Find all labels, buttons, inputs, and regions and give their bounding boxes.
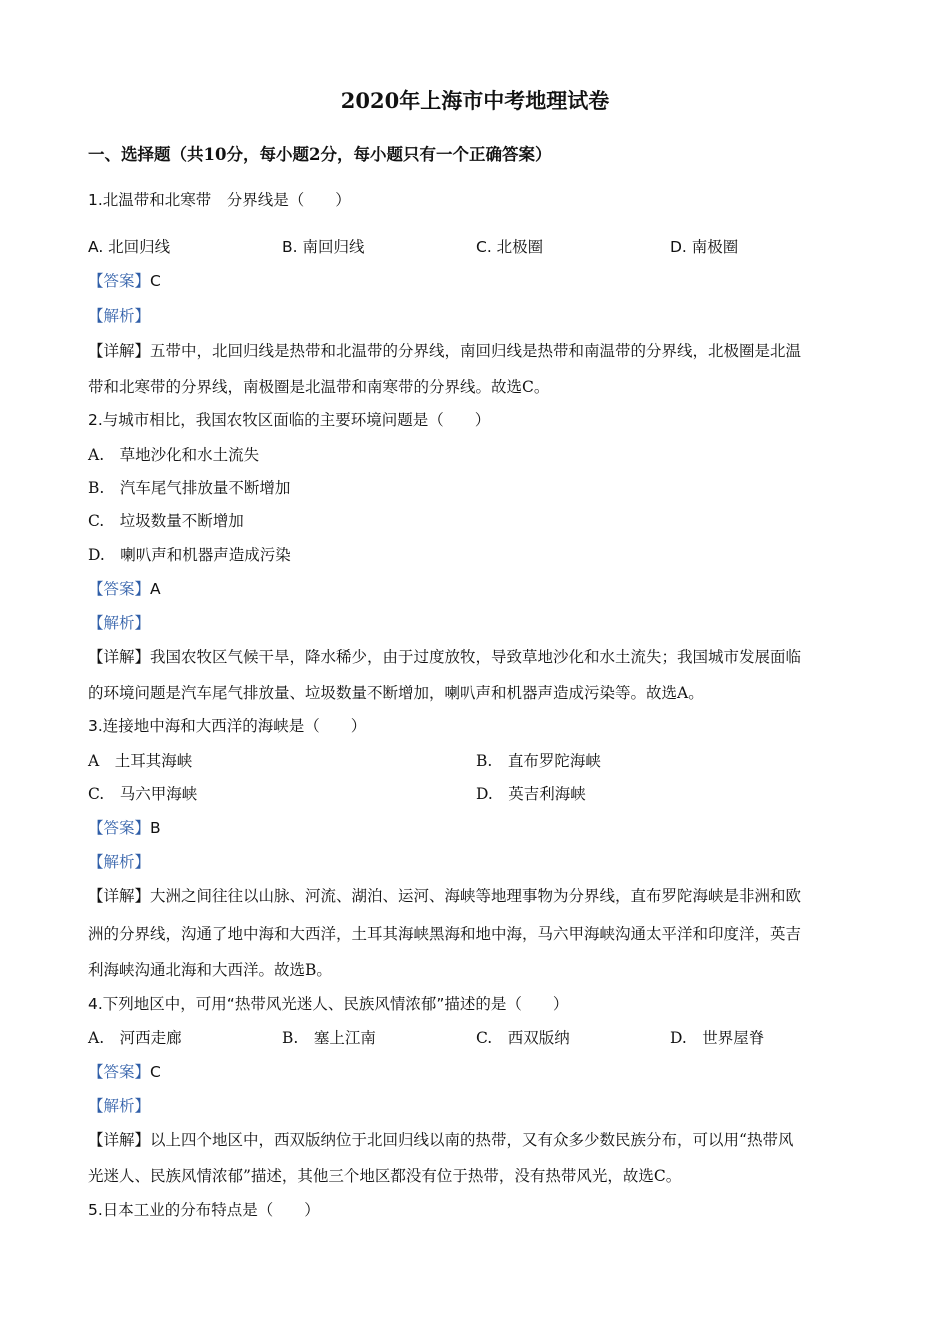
detail-label: 【详解】 — [88, 887, 151, 905]
question-3-detail-line-1 — [88, 885, 801, 907]
question-4-stem: 4.下列地区中，可用“热带风光迷人、民族风情浓郁”描述的是（ ） — [88, 995, 569, 1013]
question-4-answer — [88, 1061, 161, 1083]
question-2-answer — [88, 578, 161, 600]
detail-text: 大洲之间往往以山脉、河流、湖泊、运河、海峡等地理事物为分界线，直布罗陀海峡是非洲和欧 — [150, 887, 802, 905]
detail-label: 【详解】 — [88, 342, 151, 360]
answer-value: B — [150, 819, 161, 837]
question-3-option-c: C. 马六甲海峡 — [88, 785, 198, 803]
question-1-option-c: C. 北极圈 — [476, 238, 544, 256]
question-1-detail-line-2: 带和北寒带的分界线，南极圈是北温带和南寒带的分界线。故选C。 — [88, 378, 550, 396]
question-2-option-c: C. 垃圾数量不断增加 — [88, 512, 244, 530]
question-2-stem: 2.与城市相比，我国农牧区面临的主要环境问题是（ ） — [88, 411, 491, 429]
question-4-option-b: B. 塞上江南 — [282, 1029, 376, 1047]
question-2-option-a: A. 草地沙化和水土流失 — [88, 446, 260, 464]
detail-text: 五带中，北回归线是热带和北温带的分界线，南回归线是热带和南温带的分界线，北极圈是北温 — [150, 342, 802, 360]
question-3-option-d: D. 英吉利海峡 — [476, 785, 586, 803]
question-3-analysis-label: 【解析】 — [88, 853, 151, 871]
question-1-detail-line-1 — [88, 340, 801, 362]
question-3-detail-line-3: 利海峡沟通北海和大西洋。故选B。 — [88, 961, 332, 979]
question-3-detail-line-2: 洲的分界线，沟通了地中海和大西洋，土耳其海峡黑海和地中海，马六甲海峡沟通太平洋和印度洋，英吉 — [88, 925, 802, 943]
page-title: 2020年上海市中考地理试卷 — [340, 88, 610, 113]
question-4-detail-line-2: 光迷人、民族风情浓郁”描述，其他三个地区都没有位于热带，没有热带风光，故选C。 — [88, 1167, 682, 1185]
question-4-option-c: C. 西双版纳 — [476, 1029, 570, 1047]
question-3-answer — [88, 817, 161, 839]
question-2-option-b: B. 汽车尾气排放量不断增加 — [88, 479, 291, 497]
question-1-option-b: B. 南回归线 — [282, 238, 365, 256]
question-4-detail-line-1 — [88, 1129, 793, 1151]
detail-text: 我国农牧区气候干旱，降水稀少，由于过度放牧，导致草地沙化和水土流失；我国城市发展面临 — [150, 648, 802, 666]
answer-value: C — [150, 272, 161, 290]
question-1-analysis-label: 【解析】 — [88, 307, 151, 325]
answer-label: 【答案】 — [88, 819, 151, 837]
question-2-analysis-label: 【解析】 — [88, 614, 151, 632]
question-2-option-d: D. 喇叭声和机器声造成污染 — [88, 546, 291, 564]
question-2-detail-line-1 — [88, 646, 801, 668]
question-5-stem: 5.日本工业的分布特点是（ ） — [88, 1201, 320, 1219]
question-3-option-b: B. 直布罗陀海峡 — [476, 752, 601, 770]
answer-label: 【答案】 — [88, 272, 151, 290]
question-1-option-a: A. 北回归线 — [88, 238, 171, 256]
detail-label: 【详解】 — [88, 1131, 151, 1149]
question-4-option-d: D. 世界屋脊 — [670, 1029, 765, 1047]
detail-text: 以上四个地区中，西双版纳位于北回归线以南的热带，又有众多少数民族分布，可以用“热带风 — [150, 1131, 794, 1149]
section-heading: 一、选择题（共10分，每小题2分，每小题只有一个正确答案） — [88, 145, 552, 164]
question-4-option-a: A. 河西走廊 — [88, 1029, 182, 1047]
answer-label: 【答案】 — [88, 580, 151, 598]
question-2-detail-line-2: 的环境问题是汽车尾气排放量、垃圾数量不断增加，喇叭声和机器声造成污染等。故选A。 — [88, 684, 704, 702]
answer-value: A — [150, 580, 161, 598]
detail-label: 【详解】 — [88, 648, 151, 666]
question-3-option-a: A 土耳其海峡 — [88, 752, 193, 770]
answer-label: 【答案】 — [88, 1063, 151, 1081]
question-4-analysis-label: 【解析】 — [88, 1097, 151, 1115]
question-1-option-d: D. 南极圈 — [670, 238, 739, 256]
question-3-stem: 3.连接地中海和大西洋的海峡是（ ） — [88, 717, 367, 735]
question-1-stem: 1.北温带和北寒带 分界线是（ ） — [88, 191, 351, 209]
answer-value: C — [150, 1063, 161, 1081]
question-1-answer — [88, 270, 161, 292]
